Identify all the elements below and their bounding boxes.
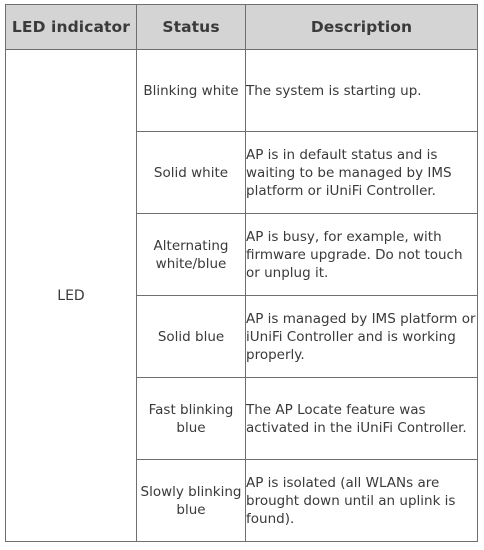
status-cell: Alternating white/blue <box>137 214 246 296</box>
status-cell: Solid blue <box>137 296 246 378</box>
status-cell: Fast blinking blue <box>137 378 246 460</box>
status-cell: Slowly blinking blue <box>137 460 246 542</box>
status-cell: Solid white <box>137 132 246 214</box>
table-row <box>6 50 478 132</box>
description-cell: AP is managed by IMS platform or iUniFi Controller and is working properly. <box>246 296 478 378</box>
led-indicator-table <box>5 4 478 542</box>
header-status: Status <box>137 5 246 50</box>
header-description: Description <box>246 5 478 50</box>
status-cell: Blinking white <box>137 50 246 132</box>
header-led-indicator: LED indicator <box>6 5 137 50</box>
description-cell: The AP Locate feature was activated in the iUniFi Controller. <box>246 378 478 460</box>
description-cell: AP is isolated (all WLANs are brought down until an uplink is found). <box>246 460 478 542</box>
description-cell: The system is starting up. <box>246 50 478 132</box>
description-cell: AP is in default status and is waiting to be managed by IMS platform or iUniFi Controller. <box>246 132 478 214</box>
led-indicator-cell: LED <box>6 50 137 542</box>
description-cell: AP is busy, for example, with firmware upgrade. Do not touch or unplug it. <box>246 214 478 296</box>
table-header-row <box>6 5 478 50</box>
